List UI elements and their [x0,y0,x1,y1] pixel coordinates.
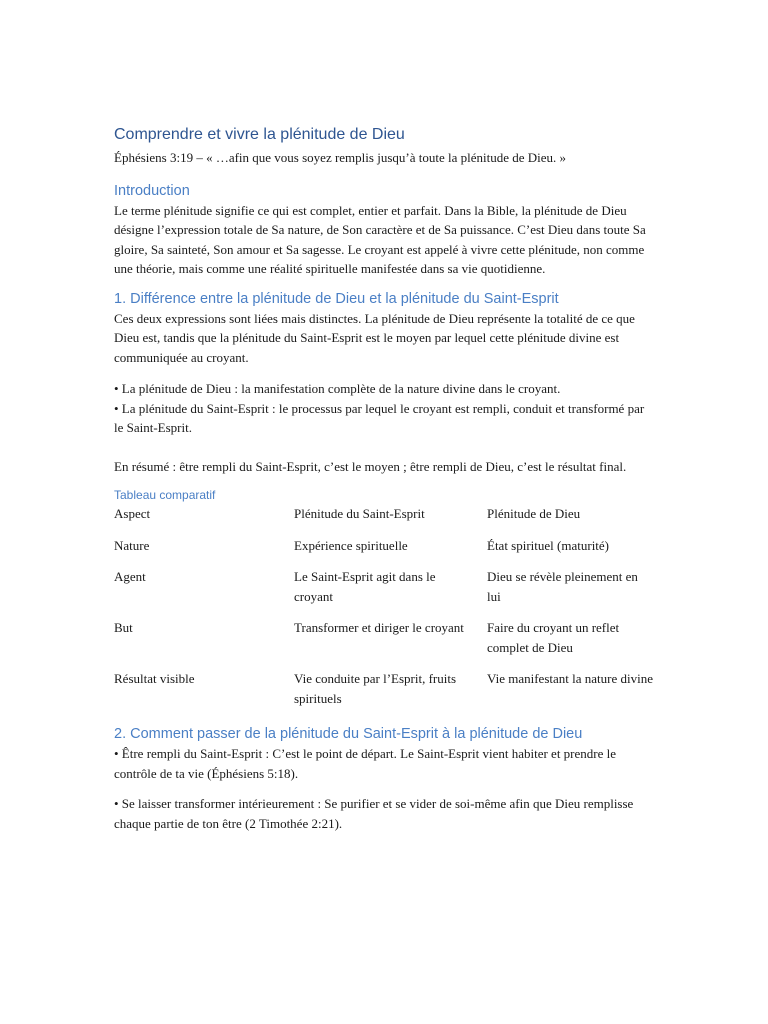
table-cell: Faire du croyant un reflet complet de Dieu [487,620,620,655]
section-2-paragraph: • Être rempli du Saint-Esprit : C’est le point de départ. Le Saint-Esprit vient habiter et prendre le contrôle de ta vie (Éphésiens 5:18). [114,746,617,781]
table-cell: Dieu se révèle pleinement en lui [487,569,638,604]
section-1-bullets [114,379,654,438]
table-cell: Expérience spirituelle [294,537,408,553]
section-2-paragraph: • Se laisser transformer intérieurement : Se purifier et se vider de soi-même afin que Dieu remplisse chaque partie de ton être (2 Timothée 2:21). [114,796,634,831]
introduction-heading: Introduction [114,182,190,199]
table-cell: Résultat visible [114,671,195,686]
document-page [114,124,654,833]
table-row [114,669,654,720]
table-cell: Agent [114,569,146,584]
table-heading: Tableau comparatif [114,488,216,502]
bullet-item: • La plénitude de Dieu : la manifestation complète de la nature divine dans le croyant. [114,381,561,396]
table-header-cell: Plénitude de Dieu [487,506,581,521]
introduction-text: Le terme plénitude signifie ce qui est complet, entier et parfait. Dans la Bible, la plénitude de Dieu désigne l’expression totale de Sa nature, de Son caractère et de Sa puissance. C’est Dieu dans toute Sa gloire, Sa sainteté, Son amour et Sa sagesse. Le croyant est appelé à vivre cette plénitude, non comme une théorie, mais comme une réalité spirituelle manifestée dans sa vie quotidienne. [114,202,646,276]
table-cell: Transformer et diriger le croyant [294,620,464,635]
table-cell: Vie conduite par l’Esprit, fruits spirituels [294,671,457,706]
table-cell: Le Saint-Esprit agit dans le croyant [294,569,436,604]
document-title: Comprendre et vivre la plénitude de Dieu [114,126,405,143]
table-row [114,618,654,669]
epigraph-verse: Éphésiens 3:19 – « …afin que vous soyez remplis jusqu’à toute la plénitude de Dieu. » [114,150,567,165]
table-cell: Nature [114,537,150,553]
table-cell: Vie manifestant la nature divine [487,671,653,686]
section-2-heading: 2. Comment passer de la plénitude du Saint-Esprit à la plénitude de Dieu [114,726,583,742]
section-1-summary: En résumé : être rempli du Saint-Esprit, c’est le moyen ; être rempli de Dieu, c’est le résultat final. [114,458,627,474]
section-1-text: Ces deux expressions sont liées mais distinctes. La plénitude de Dieu représente la totalité de ce que Dieu est, tandis que la plénitude du Saint-Esprit est le moyen par lequel cette plénitude divine est communiquée au croyant. [114,310,635,365]
table-header-row [114,504,654,536]
bullet-item: • La plénitude du Saint-Esprit : le processus par lequel le croyant est rempli, conduit et transformé par le Saint-Esprit. [114,400,645,435]
comparison-table [114,504,654,720]
table-cell: But [114,620,133,635]
table-header-cell: Aspect [114,506,151,521]
table-row [114,567,654,618]
table-cell: État spirituel (maturité) [487,537,610,553]
section-1-heading: 1. Différence entre la plénitude de Dieu et la plénitude du Saint-Esprit [114,290,559,307]
table-header-cell: Plénitude du Saint-Esprit [294,506,425,521]
table-row [114,536,654,568]
